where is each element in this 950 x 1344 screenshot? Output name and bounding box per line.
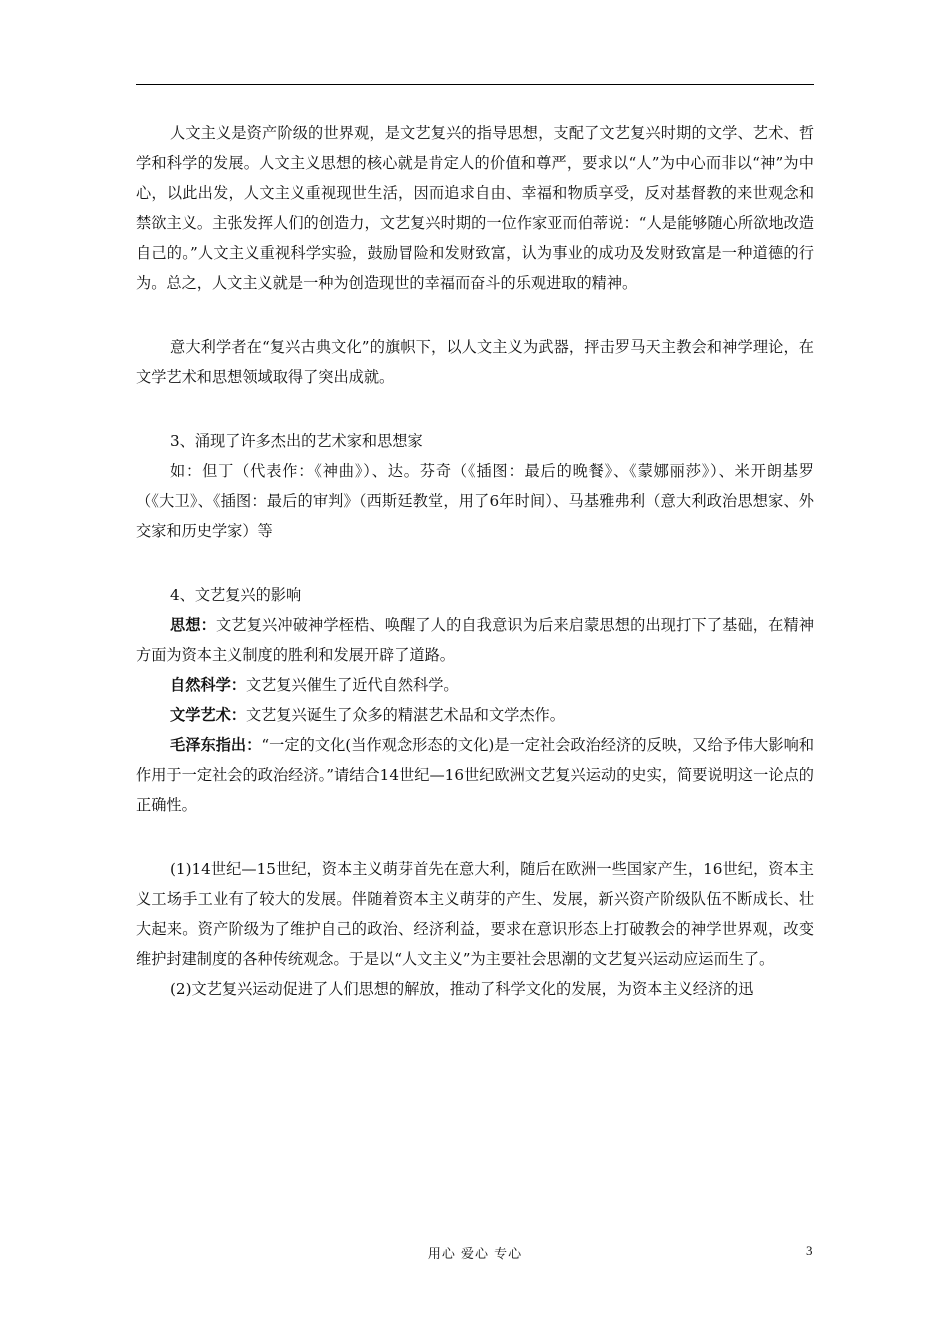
footer-motto: 用心 爱心 专心	[427, 1247, 523, 1262]
paragraph-literature	[136, 700, 814, 730]
paragraph-humanism: 人文主义是资产阶级的世界观，是文艺复兴的指导思想，支配了文艺复兴时期的文学、艺术、哲学和科学的发展。人文主义思想的核心就是肯定人的价值和尊严，要求以“人”为中心而非以“神”为中心，以此出发，人文主义重视现世生活，因而追求自由、幸福和物质享受，反对基督教的来世观念和禁欲主义。主张发挥人们的创造力，文艺复兴时期的一位作家亚而伯蒂说：“人是能够随心所欲地改造自己的。”人文主义重视科学实验，鼓励冒险和发财致富，认为事业的成功及发财致富是一种道德的行为。总之，人文主义就是一种为创造现世的幸福而奋斗的乐观进取的精神。	[136, 124, 814, 292]
paragraph-gap	[136, 392, 814, 426]
paragraph-answer-1: (1)14世纪—15世纪，资本主义萌芽首先在意大利，随后在欧洲一些国家产生，16世纪，资本主义工场手工业有了较大的发展。伴随着资本主义萌芽的产生、发展，新兴资产阶级队伍不断成长、壮大起来。资产阶级为了维护自己的政治、经济利益，要求在意识形态上打破教会的神学世界观，改变维护封建制度的各种传统观念。于是以“人文主义”为主要社会思潮的文艺复兴运动应运而生了。	[136, 860, 814, 968]
paragraph-mao-quote	[136, 730, 814, 820]
paragraph-gap	[136, 546, 814, 580]
mao-label: 毛泽东指出：	[170, 736, 262, 754]
thought-label: 思想：	[170, 616, 217, 634]
paragraph-gap	[136, 298, 814, 332]
paragraph-science	[136, 670, 814, 700]
paragraph-italian-scholars: 意大利学者在“复兴古典文化”的旗帜下，以人文主义为武器，抨击罗马天主教会和神学理论，在文学艺术和思想领域取得了突出成就。	[136, 338, 814, 386]
paragraph-gap	[136, 820, 814, 854]
literature-label: 文学艺术：	[170, 706, 246, 724]
literature-body: 文艺复兴诞生了众多的精湛艺术品和文学杰作。	[245, 706, 565, 724]
mao-body: “一定的文化(当作观念形态的文化)是一定社会政治经济的反映，又给予伟大影响和作用于一定社会的政治经济。”请结合14世纪—16世纪欧洲文艺复兴运动的史实，简要说明这一论点的正确性。	[136, 736, 815, 814]
header-rule	[136, 84, 814, 85]
paragraph-answer-2: (2)文艺复兴运动促进了人们思想的解放，推动了科学文化的发展，为资本主义经济的迅	[170, 980, 754, 998]
page-number: 3	[806, 1243, 813, 1258]
science-body: 文艺复兴催生了近代自然科学。	[245, 676, 459, 694]
paragraph-artists-thinkers: 如：但丁（代表作：《神曲》）、达。芬奇（《插图：最后的晚餐》、《蒙娜丽莎》）、米开朗基罗（《大卫》、《插图：最后的审判》（西斯廷教堂，用了6年时间）、马基雅弗利（意大利政治思想家、外交家和历史学家）等	[136, 462, 814, 540]
section-heading-4: 4、文艺复兴的影响	[170, 586, 302, 604]
paragraph-thought	[136, 610, 814, 670]
science-label: 自然科学：	[170, 676, 246, 694]
page-content	[136, 118, 814, 1004]
thought-body: 文艺复兴冲破神学桎梏、唤醒了人的自我意识为后来启蒙思想的出现打下了基础，在精神方面为资本主义制度的胜利和发展开辟了道路。	[136, 616, 815, 664]
section-heading-3: 3、涌现了许多杰出的艺术家和思想家	[170, 432, 423, 450]
